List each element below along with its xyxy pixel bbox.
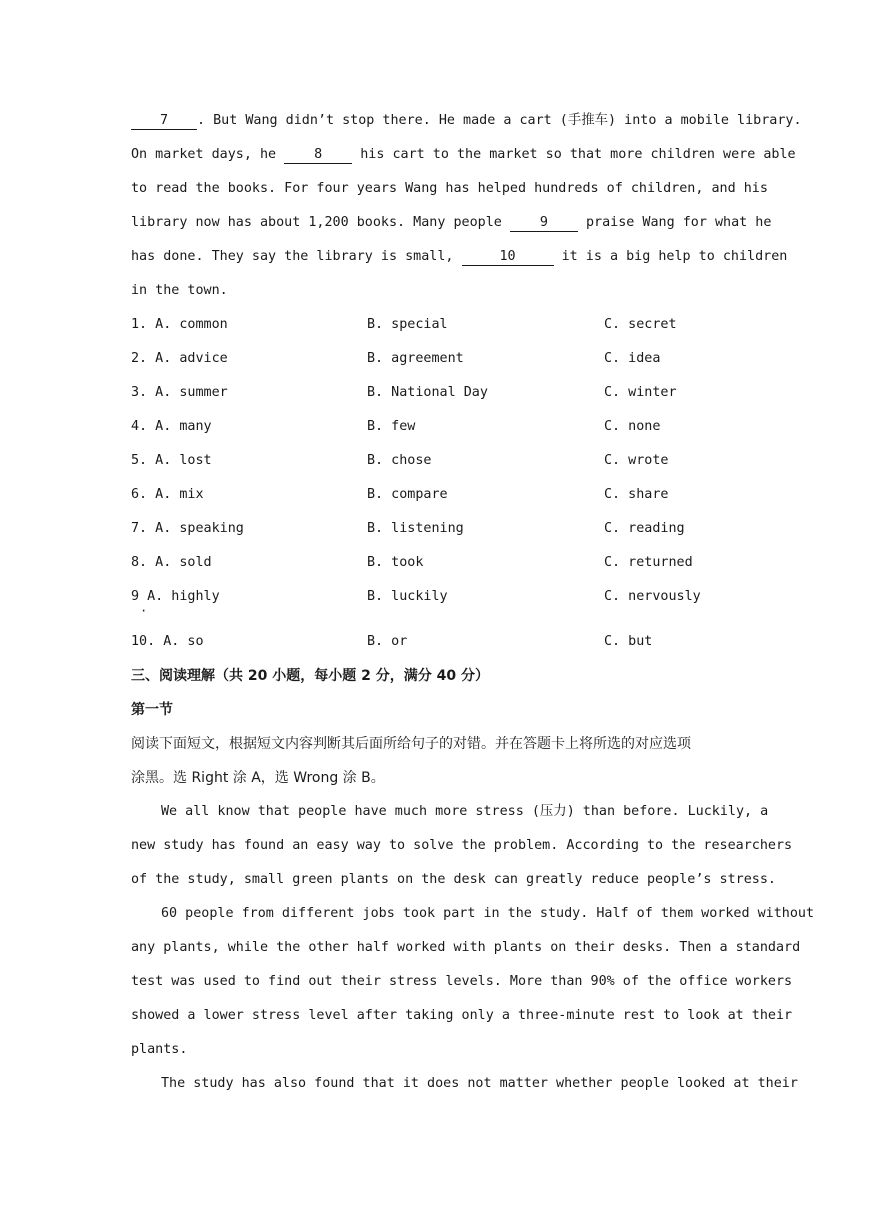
passage-line: in the town. (131, 283, 228, 298)
passage-line: We all know that people have much more stress (压力) than before. Luckily, a (161, 804, 769, 819)
option-row-2 (131, 342, 737, 376)
exam-page (131, 104, 815, 1101)
reading-passage (131, 795, 815, 1101)
passage-line: test was used to find out their stress levels. More than 90% of the office workers (131, 974, 793, 989)
option-row-8 (131, 546, 737, 580)
part-title: 第一节 (131, 702, 173, 718)
option-row-6 (131, 478, 737, 512)
option-b: B. National Day (367, 385, 488, 400)
option-c: C. reading (604, 521, 685, 536)
option-a: 6. A. mix (131, 487, 204, 502)
option-a: 3. A. summer (131, 385, 228, 400)
option-b: B. chose (367, 453, 432, 468)
passage-text: has done. They say the library is small, (131, 249, 454, 264)
option-row-5 (131, 444, 737, 478)
option-b: B. agreement (367, 351, 464, 366)
option-a: 1. A. common (131, 317, 228, 332)
section-title: 三、阅读理解（共 20 小题，每小题 2 分，满分 40 分） (131, 668, 489, 684)
option-a: 5. A. lost (131, 453, 212, 468)
passage-line: plants. (131, 1042, 188, 1057)
option-a: 10. A. so (131, 634, 204, 649)
option-c: C. wrote (604, 453, 669, 468)
option-b: B. special (367, 317, 448, 332)
option-a: 7. A. speaking (131, 521, 244, 536)
option-b: B. took (367, 555, 424, 570)
blank-10: 10 (462, 249, 554, 266)
blank-9: 9 (510, 215, 578, 232)
stray-dot: · (140, 604, 148, 618)
option-b: B. luckily (367, 589, 448, 604)
passage-line (131, 138, 796, 172)
instructions-line: 涂黑。选 Right 涂 A，选 Wrong 涂 B。 (131, 770, 385, 786)
option-c: C. nervously (604, 589, 701, 604)
option-c: C. none (604, 419, 661, 434)
passage-line: new study has found an easy way to solve the problem. According to the researchers (131, 838, 793, 853)
passage-text: library now has about 1,200 books. Many people (131, 215, 502, 230)
option-c: C. share (604, 487, 669, 502)
option-row-7 (131, 512, 737, 546)
option-c: C. winter (604, 385, 677, 400)
passage-line: showed a lower stress level after taking only a three-minute rest to look at their (131, 1008, 793, 1023)
option-a: 2. A. advice (131, 351, 228, 366)
option-c: C. returned (604, 555, 693, 570)
option-c: C. idea (604, 351, 661, 366)
option-a: 9 A. highly (131, 589, 220, 604)
option-b: B. listening (367, 521, 464, 536)
passage-line: to read the books. For four years Wang has helped hundreds of children, and his (131, 181, 768, 196)
passage-text: . But Wang didn’t stop there. He made a cart (手推车) into a mobile library. (197, 113, 802, 128)
option-c: C. but (604, 634, 653, 649)
blank-7: 7 (131, 113, 197, 130)
option-row-9 (131, 580, 737, 625)
option-a: 4. A. many (131, 419, 212, 434)
passage-line: 60 people from different jobs took part in the study. Half of them worked without (161, 906, 815, 921)
option-a: 8. A. sold (131, 555, 212, 570)
option-c: C. secret (604, 317, 677, 332)
option-b: B. few (367, 419, 416, 434)
instructions-line: 阅读下面短文，根据短文内容判断其后面所给句子的对错。并在答题卡上将所选的对应选项 (131, 736, 691, 752)
option-b: B. or (367, 634, 408, 649)
option-row-1 (131, 308, 737, 342)
option-row-4 (131, 410, 737, 444)
option-b: B. compare (367, 487, 448, 502)
passage-text: it is a big help to children (561, 249, 788, 264)
passage-line (131, 240, 788, 274)
passage-text: praise Wang for what he (585, 215, 772, 230)
passage-line: The study has also found that it does not matter whether people looked at their (161, 1076, 798, 1091)
passage-line: any plants, while the other half worked with plants on their desks. Then a standard (131, 940, 801, 955)
option-row-10 (131, 625, 737, 659)
passage-line (131, 104, 802, 138)
blank-8: 8 (284, 147, 352, 164)
option-row-3 (131, 376, 737, 410)
passage-line: of the study, small green plants on the desk can greatly reduce people’s stress. (131, 872, 776, 887)
passage-line (131, 206, 772, 240)
passage-text: On market days, he (131, 147, 277, 162)
options-list (131, 308, 737, 659)
passage-text: his cart to the market so that more children were able (360, 147, 796, 162)
